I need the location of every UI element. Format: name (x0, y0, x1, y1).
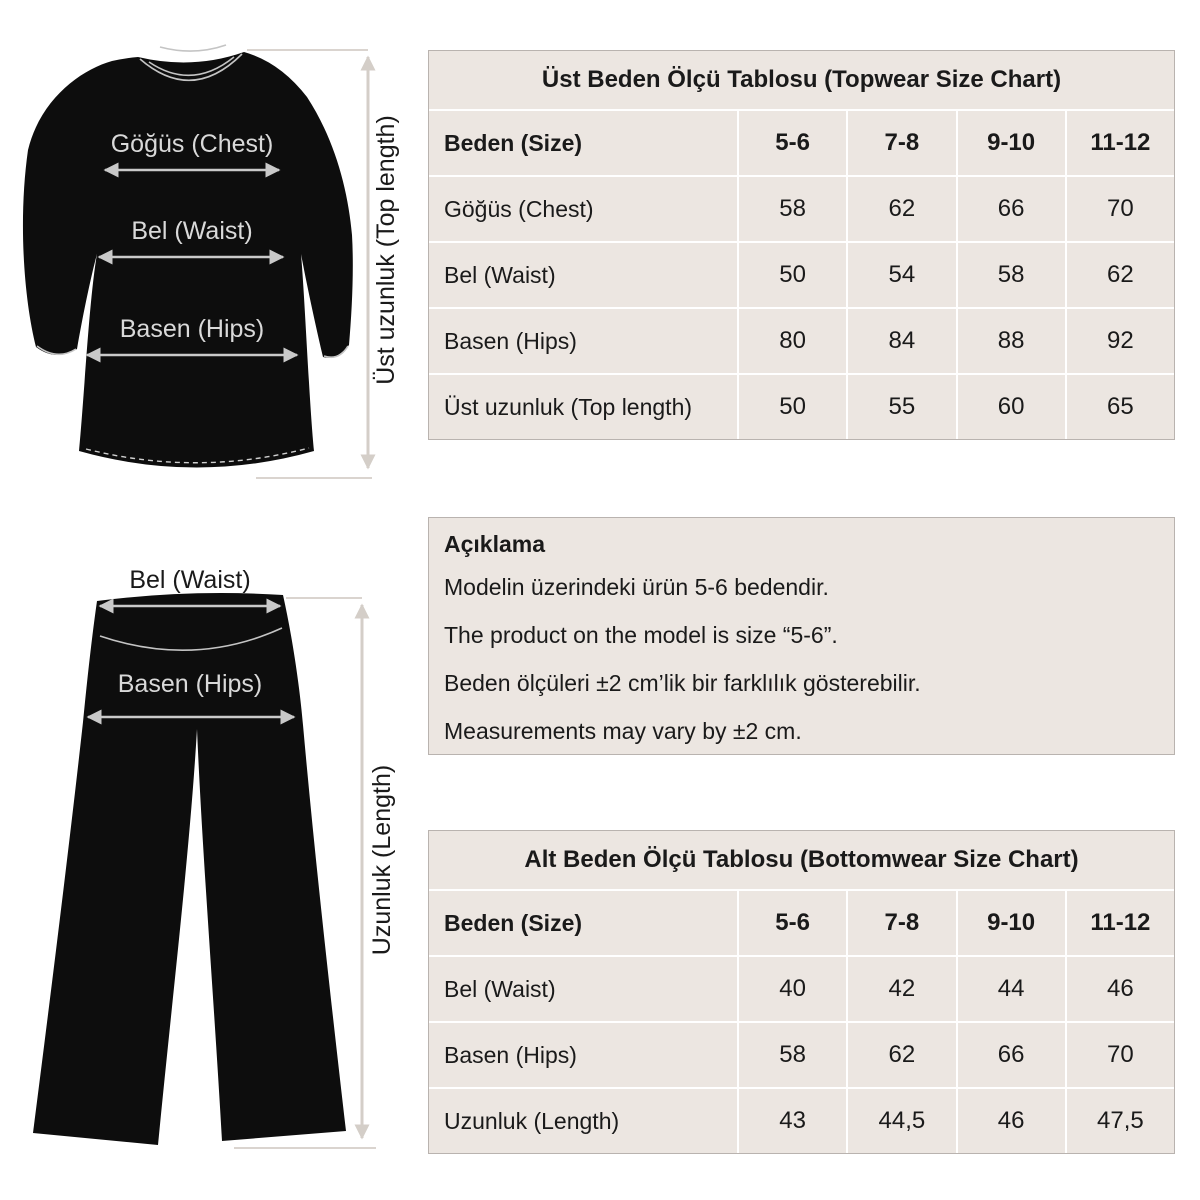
topwear-cell: 84 (848, 309, 955, 373)
topwear-row-label: Basen (Hips) (429, 309, 737, 373)
top-length-label: Üst uzunluk (Top length) (372, 115, 400, 385)
pants-waist-label: Bel (Waist) (129, 566, 251, 594)
size-diagrams (0, 0, 425, 1200)
topwear-cell: 62 (848, 177, 955, 241)
bottomwear-table-title: Alt Beden Ölçü Tablosu (Bottomwear Size Chart) (429, 831, 1174, 889)
topwear-size-col: 5-6 (739, 111, 846, 175)
bottomwear-cell: 66 (958, 1023, 1065, 1087)
bottomwear-cell: 58 (739, 1023, 846, 1087)
topwear-size-col: 11-12 (1067, 111, 1174, 175)
topwear-cell: 92 (1067, 309, 1174, 373)
topwear-cell: 70 (1067, 177, 1174, 241)
explanation-title: Açıklama (444, 531, 546, 557)
pants-diagram (33, 566, 396, 1148)
topwear-cell: 50 (739, 243, 846, 307)
topwear-cell: 65 (1067, 375, 1174, 439)
explanation-box (428, 517, 1175, 755)
bottomwear-size-table (428, 830, 1175, 1154)
bottomwear-cell: 44,5 (848, 1089, 955, 1153)
bottomwear-row-label: Basen (Hips) (429, 1023, 737, 1087)
topwear-size-col: 9-10 (958, 111, 1065, 175)
topwear-row-label: Bel (Waist) (429, 243, 737, 307)
topwear-cell: 66 (958, 177, 1065, 241)
bottomwear-cell: 40 (739, 957, 846, 1021)
topwear-cell: 58 (958, 243, 1065, 307)
topwear-header-size: Beden (Size) (429, 111, 737, 175)
explanation-line: Modelin üzerindeki ürün 5-6 bedendir. (444, 574, 829, 600)
bottomwear-size-col: 9-10 (958, 891, 1065, 955)
bottomwear-size-col: 11-12 (1067, 891, 1174, 955)
topwear-cell: 62 (1067, 243, 1174, 307)
bottomwear-cell: 70 (1067, 1023, 1174, 1087)
topwear-size-col: 7-8 (848, 111, 955, 175)
bottomwear-cell: 43 (739, 1089, 846, 1153)
bottomwear-cell: 62 (848, 1023, 955, 1087)
topwear-row-label: Üst uzunluk (Top length) (429, 375, 737, 439)
length-label: Uzunluk (Length) (368, 764, 396, 956)
bottomwear-header-size: Beden (Size) (429, 891, 737, 955)
topwear-cell: 80 (739, 309, 846, 373)
topwear-cell: 60 (958, 375, 1065, 439)
waist-label: Bel (Waist) (131, 217, 253, 245)
bottomwear-cell: 44 (958, 957, 1065, 1021)
explanation-line: Beden ölçüleri ±2 cm’lik bir farklılık gösterebilir. (444, 670, 921, 696)
topwear-cell: 50 (739, 375, 846, 439)
bottomwear-row-label: Bel (Waist) (429, 957, 737, 1021)
topwear-size-table (428, 50, 1175, 440)
explanation-line: Measurements may vary by ±2 cm. (444, 718, 802, 744)
topwear-row-label: Göğüs (Chest) (429, 177, 737, 241)
topwear-cell: 54 (848, 243, 955, 307)
bottomwear-cell: 42 (848, 957, 955, 1021)
bottomwear-size-col: 7-8 (848, 891, 955, 955)
collar-back-line (160, 45, 226, 51)
topwear-cell: 88 (958, 309, 1065, 373)
tunic-silhouette (23, 52, 353, 468)
topwear-cell: 58 (739, 177, 846, 241)
explanation-line: The product on the model is size “5-6”. (444, 622, 838, 648)
topwear-cell: 55 (848, 375, 955, 439)
bottomwear-cell: 46 (958, 1089, 1065, 1153)
tunic-diagram (23, 45, 400, 478)
chest-label: Göğüs (Chest) (110, 130, 274, 158)
hips-label: Basen (Hips) (119, 315, 265, 343)
bottomwear-row-label: Uzunluk (Length) (429, 1089, 737, 1153)
topwear-table-title: Üst Beden Ölçü Tablosu (Topwear Size Chart) (429, 51, 1174, 109)
bottomwear-cell: 46 (1067, 957, 1174, 1021)
bottomwear-cell: 47,5 (1067, 1089, 1174, 1153)
bottomwear-size-col: 5-6 (739, 891, 846, 955)
pants-hips-label: Basen (Hips) (117, 670, 263, 698)
